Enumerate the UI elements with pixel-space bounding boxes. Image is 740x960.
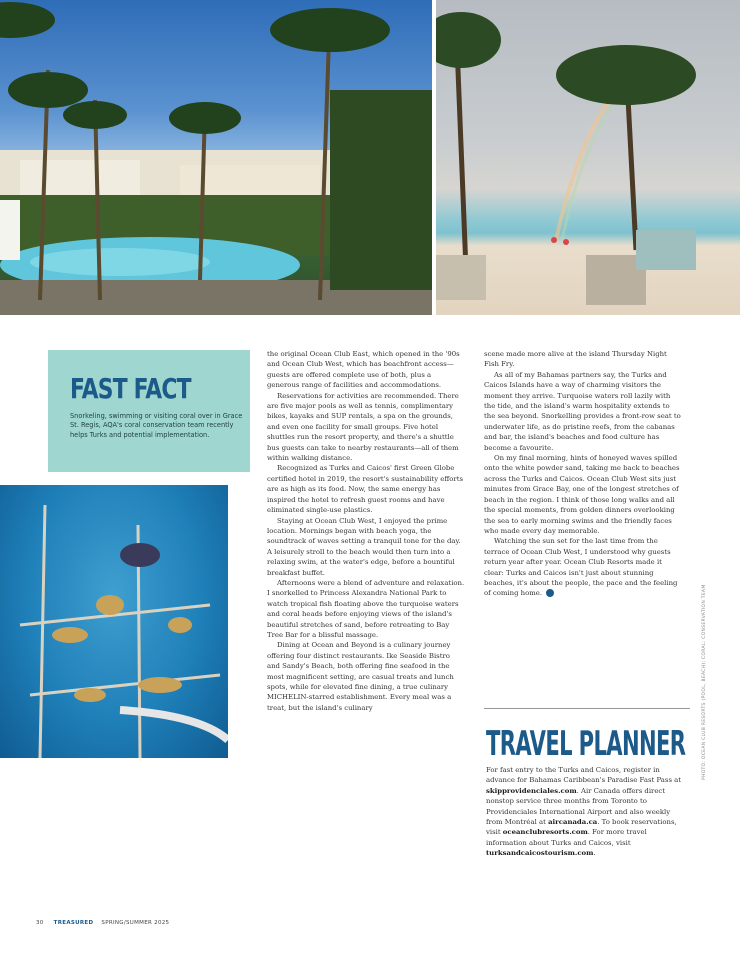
travel-planner-body: [486, 765, 686, 900]
text: For fast entry to the Turks and Caicos, register in advance for Bahamas Caribbean's Paradise Fast Pass at: [486, 766, 682, 785]
photo-resort-pool: [0, 0, 432, 315]
page-footer: [36, 920, 169, 926]
issue-label: SPRING/SUMMER 2025: [101, 920, 170, 926]
paragraph: Afternoons were a blend of adventure and relaxation. I snorkelled to Princess Alexandra National Park to watch tropical fish floating above the turquoise waters and coral heads before enjoying views of the island's beautiful stretches of sand, before retreating to Bay Tree Bar for a blissful massage.: [267, 578, 465, 639]
paragraph: the original Ocean Club East, which opened in the '90s and Ocean Club West, which has beachfront access—guests are offered complete use of both, plus a generous range of facilities and accommodations.: [267, 350, 460, 390]
paragraph: Reservations for activities are recommended. There are five major pools as well as tennis, complimentary bikes, kayaks and SUP rentals, a spa on the grounds, and even one facility for small groups. Five hotel shuttles run the resort property, and there's a shuttle bus guests can take to nearby restaurants—all of them within walking distance.: [267, 391, 459, 463]
paragraph: Recognized as Turks and Caicos' first Green Globe certified hotel in 2019, the resort's sustainability efforts are as high as its food. Now, the same energy has inspired the hotel to refresh guest rooms and have eliminated single-use plastics.: [267, 464, 464, 515]
article-column-2: [484, 349, 682, 704]
paragraph: On my final morning, hints of honeyed waves spilled onto the white powder sand, taking me back to beaches across the Turks and Caicos. Ocean Club West sits just minutes from Grace Bay, one of the longest stretches of beach in the region. I think of those long walks and all the special moments, from golden dinners overlooking the sea to early morning swims and the friendly faces who made every day memorable.: [484, 454, 680, 535]
text: .: [593, 849, 596, 858]
travel-planner-title: TRAVEL PLANNER: [486, 724, 686, 764]
fast-fact-body: Snorkeling, swimming or visiting coral over in Grace St. Regis, AQA's coral conservation team recently helps Turks and potential implementation.: [70, 412, 243, 439]
page-number: 30: [36, 920, 44, 926]
paragraph-last: [484, 536, 682, 598]
coral-nursery-illustration: [0, 485, 228, 758]
photo-coral-nursery: [0, 485, 228, 758]
link-air-canada[interactable]: aircanada.ca: [548, 818, 598, 827]
divider: [484, 708, 690, 709]
link-fast-pass[interactable]: skipprovidenciales.com: [486, 786, 577, 795]
end-mark-icon: [546, 589, 554, 597]
resort-pool-illustration: [0, 0, 432, 315]
paragraph: Dining at Ocean and Beyond is a culinary journey offering four distinct restaurants. Ike Seaside Bistro and Sandy's Beach, both offering fine seafood in the most magnificent setting, are casual treats and lunch spots, while for elevated fine dining, a true culinary MICHELIN-starred establishment. Every meal was a treat, but the island's culinary: [267, 641, 454, 712]
link-ocean-club[interactable]: oceanclubresorts.com: [502, 828, 588, 837]
link-tourism[interactable]: turksandcaicostourism.com: [486, 849, 594, 858]
photo-beach-rainbow: [436, 0, 740, 315]
paragraph: Staying at Ocean Club West, I enjoyed the prime location. Mornings began with beach yoga, the soundtrack of waves setting a tranquil tone for the day. A leisurely stroll to the beach would then turn into a relaxing swim, at the water's edge, before a bountiful breakfast buffet.: [267, 516, 461, 577]
text: . To book reservations, visit: [486, 818, 677, 837]
travel-planner-paragraph: [486, 765, 686, 859]
article-column-1: [267, 349, 465, 897]
beach-rainbow-illustration: [436, 0, 740, 315]
fast-fact-title: FAST FACT: [70, 372, 191, 405]
magazine-name: TREASURED: [53, 920, 94, 926]
paragraph: As all of my Bahamas partners say, the Turks and Caicos Islands have a way of charming visitors the moment they arrive. Turquoise waters roll lazily with the tide, and the island's warm hospitality extends to the sea beyond. Snorkelling provides a front-row seat to underwater life, as do pristine reefs, from the cabanas and bar, the island's beaches and food culture has become a favourite.: [484, 370, 681, 452]
text: . Air Canada offers direct nonstop service three months from Toronto to Providenciales International Airport and also weekly from Montréal at: [486, 786, 671, 827]
paragraph-text: Watching the sun set for the last time from the terrace of Ocean Club West, I understood why guests return year after year. Ocean Club Resorts made it clear: Turks and Caicos isn't just about stunning beaches, it's about the people, the pace and the feeling of coming home.: [484, 537, 678, 598]
text: . For more travel information about Turks and Caicos, visit: [486, 828, 647, 847]
fast-fact-box: [48, 350, 250, 472]
paragraph: scene made more alive at the island Thursday Night Fish Fry.: [484, 350, 667, 369]
photo-credit: PHOTO: OCEAN CLUB RESORTS (POOL, BEACH); CORAL: CONSERVATION TEAM: [702, 584, 707, 780]
